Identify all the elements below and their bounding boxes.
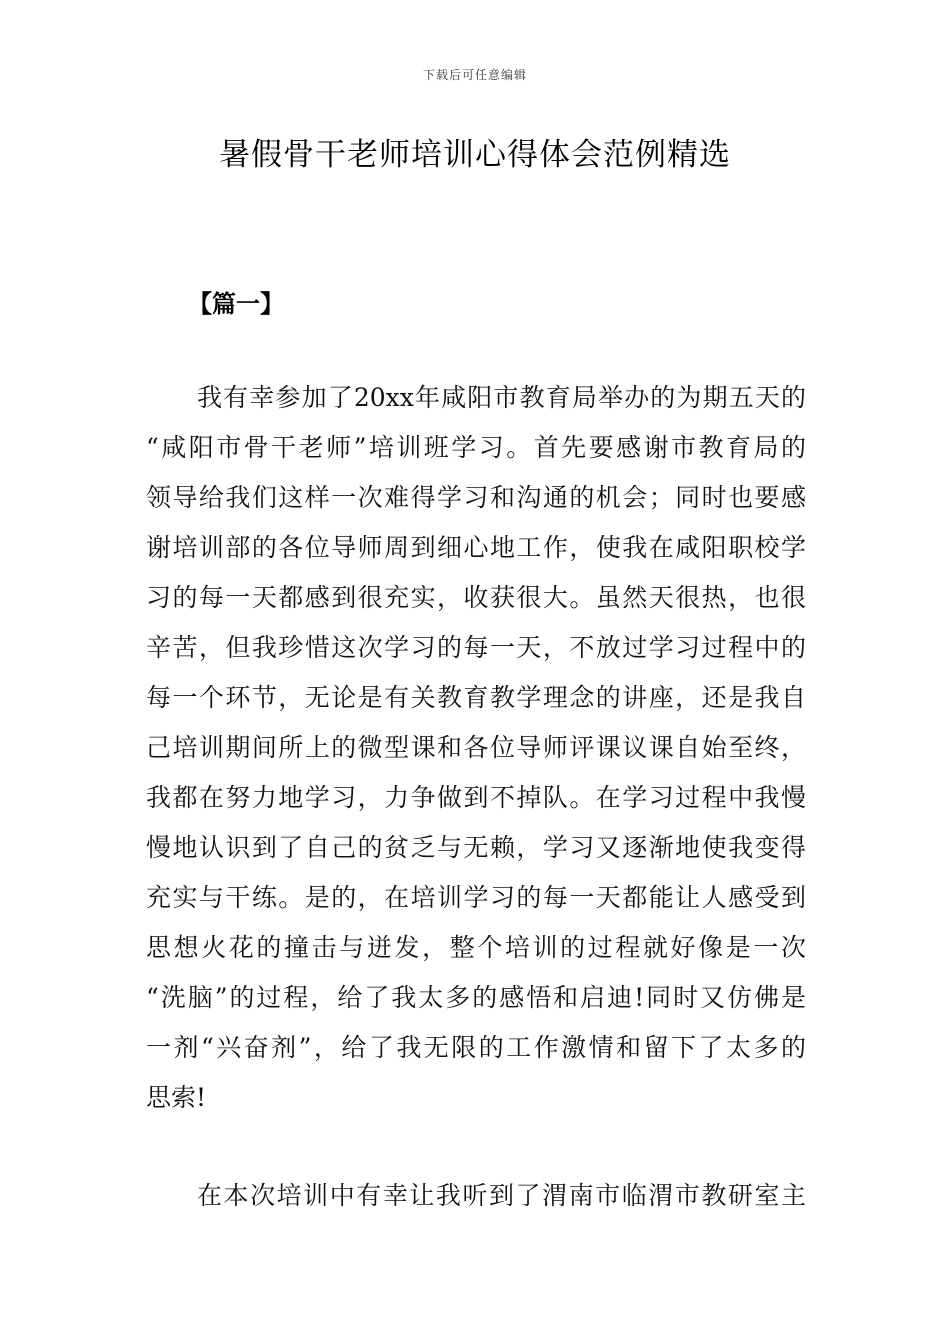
header-note: 下载后可任意编辑 [422,68,527,82]
paragraph-line: 每一个环节，无论是有关教育教学理念的讲座，还是我自 [146,683,806,712]
paragraph-line: 我有幸参加了20xx年咸阳市教育局举办的为期五天的 [197,383,806,412]
paragraph-line: 谢培训部的各位导师周到细心地工作，使我在咸阳职校学 [146,533,806,562]
paragraph-line: 领导给我们这样一次难得学习和沟通的机会；同时也要感 [146,483,806,512]
paragraph-line: 辛苦，但我珍惜这次学习的每一天，不放过学习过程中的 [146,633,806,662]
paragraph-line: 在本次培训中有幸让我听到了渭南市临渭市教研室主 [197,1181,806,1210]
paragraph-line: 我都在努力地学习，力争做到不掉队。在学习过程中我慢 [146,783,806,812]
paragraph-line: “洗脑”的过程，给了我太多的感悟和启迪!同时又仿佛是 [146,983,806,1012]
paragraph-line: 思想火花的撞击与迸发，整个培训的过程就好像是一次 [146,933,806,962]
paragraph-line: “咸阳市骨干老师”培训班学习。首先要感谢市教育局的 [146,433,806,462]
paragraph-line: 思索! [146,1083,207,1112]
section-label: 【篇一】 [188,290,284,318]
paragraph-line: 习的每一天都感到很充实，收获很大。虽然天很热，也很 [146,583,806,612]
paragraph-line: 慢地认识到了自己的贫乏与无赖，学习又逐渐地使我变得 [146,833,806,862]
paragraph-line: 充实与干练。是的，在培训学习的每一天都能让人感受到 [146,883,806,912]
paragraph-line: 己培训期间所上的微型课和各位导师评课议课自始至终， [146,733,806,762]
paragraph-line: 一剂“兴奋剂”，给了我无限的工作激情和留下了太多的 [146,1033,806,1062]
document-title: 暑假骨干老师培训心得体会范例精选 [219,137,731,173]
